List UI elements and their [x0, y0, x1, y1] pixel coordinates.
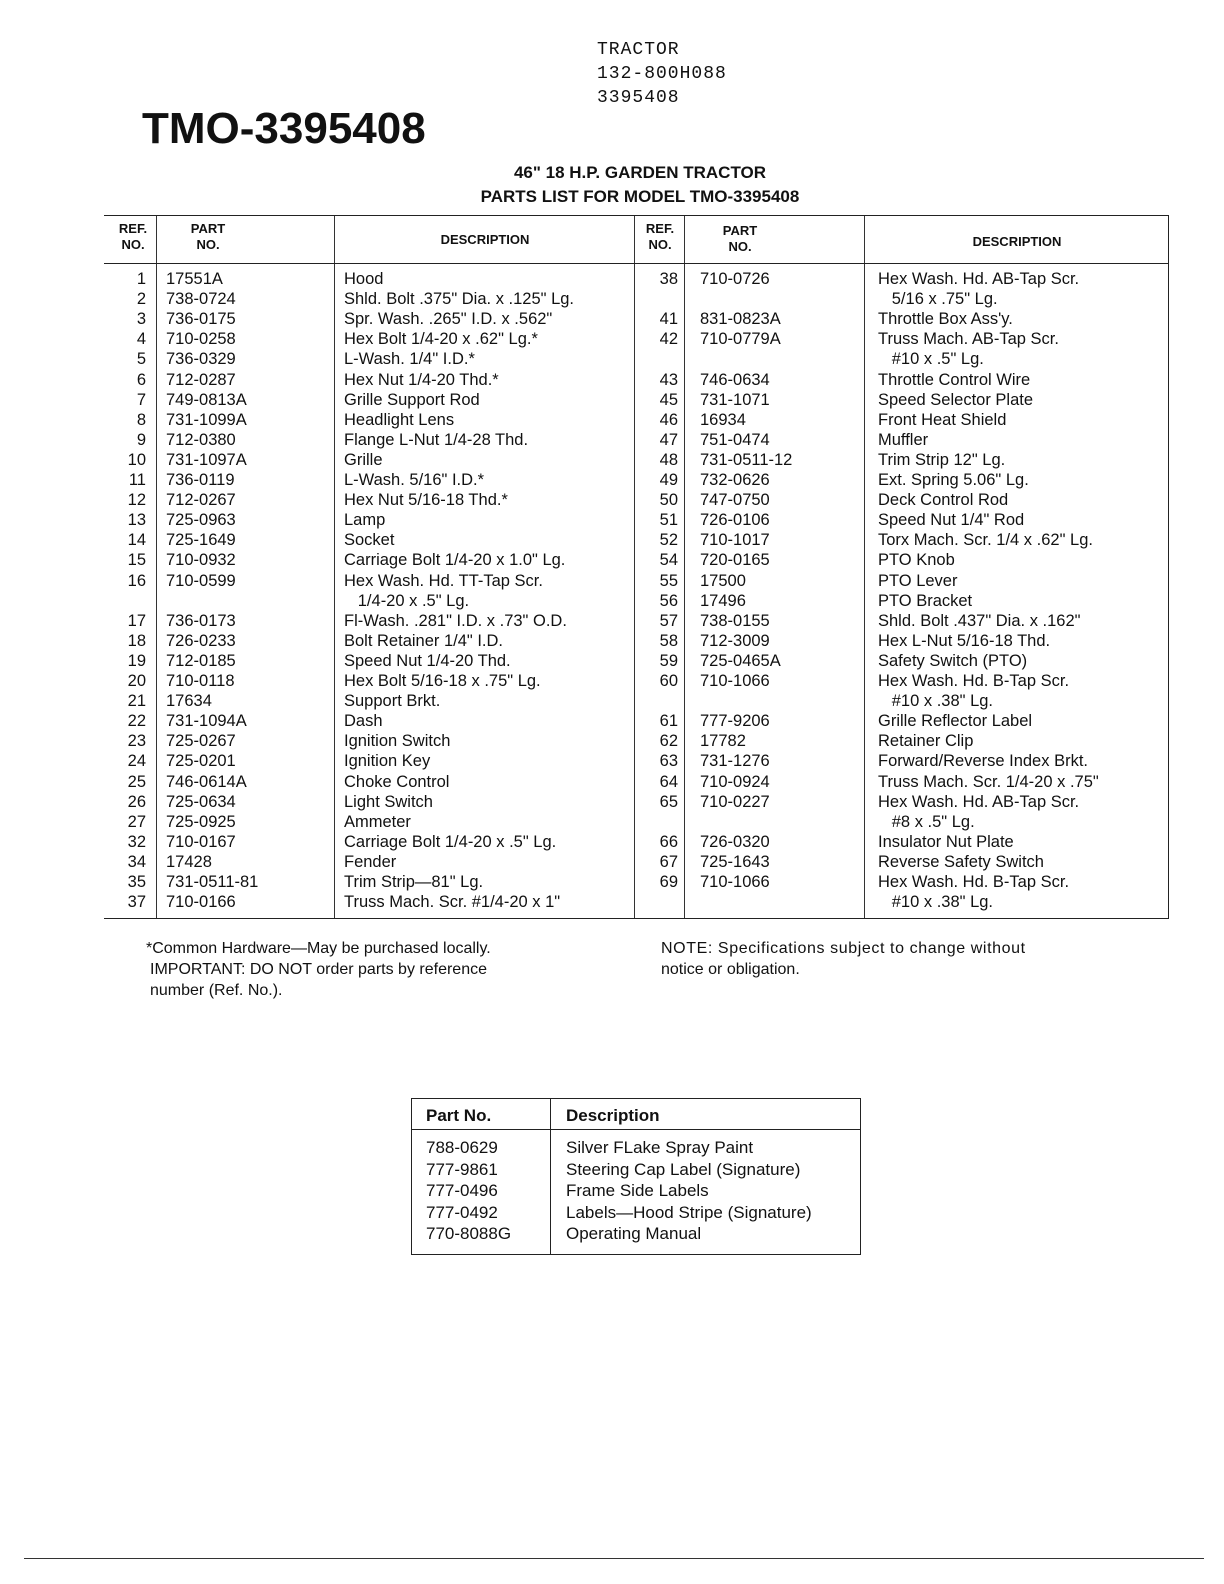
part-description: Ammeter [344, 812, 411, 831]
part-no: 736-0175 [166, 310, 236, 329]
ref-no: 56 [659, 591, 678, 610]
ref-no: 52 [659, 531, 678, 550]
ref-no: 17 [127, 611, 146, 630]
part-no: 725-0963 [166, 511, 236, 530]
part-description: Grille [344, 450, 383, 469]
part-description: Throttle Box Ass'y. [878, 310, 1013, 329]
ref-no: 20 [127, 672, 146, 690]
part-no: 731-1094A [166, 712, 247, 731]
column-divider [634, 216, 635, 918]
part-no: 738-0155 [700, 611, 770, 630]
ref-no: 6 [136, 370, 146, 389]
ref-no: 15 [127, 551, 146, 570]
parts-table [104, 215, 1169, 919]
ref-no: 9 [136, 430, 146, 449]
column-divider [550, 1099, 551, 1254]
part-no: 710-0167 [166, 832, 236, 851]
part-description: Safety Switch (PTO) [878, 651, 1028, 670]
ref-no: 22 [127, 712, 146, 731]
part-no: 710-0118 [166, 672, 235, 690]
part-description: Fender [344, 852, 397, 871]
note-line: notice or obligation. [661, 961, 800, 978]
part-no: 712-0287 [166, 370, 236, 389]
ref-no: 27 [127, 812, 146, 831]
page-subtitle: 46" 18 H.P. GARDEN TRACTOR [513, 163, 767, 182]
part-no: 736-0173 [166, 611, 236, 630]
page-bottom-rule [24, 1558, 1204, 1559]
column-divider [156, 216, 157, 918]
part-no: 710-0726 [700, 270, 770, 288]
part-no: 731-0511-12 [700, 450, 793, 469]
ref-no: 43 [659, 370, 678, 389]
header-text: NO. [196, 237, 220, 252]
part-description: Socket [344, 531, 395, 550]
header-divider [104, 263, 1168, 264]
ref-no: 19 [127, 651, 146, 670]
column-divider [334, 216, 335, 918]
part-description: Forward/Reverse Index Brkt. [878, 752, 1088, 771]
ref-no: 23 [127, 732, 146, 751]
ref-no: 1 [136, 270, 146, 288]
ref-no: 14 [127, 531, 146, 550]
part-description: Shld. Bolt .375" Dia. x .125" Lg. [344, 290, 575, 309]
part-no: 736-0329 [166, 350, 236, 369]
part-description: Hex Nut 5/16-18 Thd.* [344, 491, 508, 510]
part-description: Speed Nut 1/4" Rod [878, 511, 1025, 530]
typed-line: 132-800H088 [597, 64, 727, 84]
part-description: Carriage Bolt 1/4-20 x 1.0" Lg. [344, 551, 566, 570]
part-description: Light Switch [344, 792, 433, 811]
ref-no: 25 [127, 772, 146, 791]
part-description: Choke Control [344, 772, 450, 791]
part-description: Truss Mach. AB-Tap Scr. [878, 330, 1059, 349]
part-description: Ignition Switch [344, 732, 451, 751]
part-description: Fl-Wash. .281" I.D. x .73" O.D. [344, 611, 567, 630]
part-description: #8 x .5" Lg. [878, 812, 975, 831]
ref-no: 8 [136, 410, 146, 429]
part-no-header [700, 223, 780, 255]
part-description: Grille Reflector Label [878, 712, 1033, 731]
part-description: Insulator Nut Plate [878, 832, 1014, 851]
header-text: REF. [118, 221, 148, 236]
part-no-header [168, 221, 248, 253]
part-no: 725-0925 [166, 812, 236, 831]
part-description: Hex Nut 1/4-20 Thd.* [344, 370, 499, 389]
part-no: 17428 [166, 852, 212, 871]
part-no: 731-1071 [700, 390, 770, 409]
part-no: 731-1097A [166, 450, 247, 469]
ref-no: 49 [659, 471, 678, 489]
part-description: Bolt Retainer 1/4" I.D. [344, 631, 504, 650]
part-description: Retainer Clip [878, 732, 974, 751]
ref-no: 67 [659, 852, 678, 871]
part-description: Hood [344, 270, 384, 288]
description-header: DESCRIPTION [972, 234, 1062, 249]
ref-no: 3 [136, 310, 146, 329]
part-description: #10 x .38" Lg. [878, 692, 994, 711]
part-no: 725-1643 [700, 852, 770, 871]
ref-no: 51 [659, 511, 678, 530]
part-no: 710-0932 [166, 551, 236, 570]
ref-no: 58 [659, 631, 678, 650]
part-description: Hex Bolt 1/4-20 x .62" Lg.* [344, 330, 538, 349]
ref-no: 26 [127, 792, 146, 811]
ref-no: 12 [127, 491, 146, 510]
ref-no: 45 [659, 390, 678, 409]
ref-no: 60 [659, 672, 678, 690]
common-hardware-note [146, 938, 491, 1001]
part-description: Reverse Safety Switch [878, 852, 1044, 871]
ref-no: 2 [136, 290, 146, 309]
ref-no: 59 [659, 651, 678, 670]
ref-no: 69 [659, 873, 678, 891]
note-line: *Common Hardware—May be purchased locally. [146, 940, 491, 957]
part-no: 747-0750 [700, 491, 770, 510]
header-text: NO. [121, 237, 145, 252]
extra-part-description: Steering Cap Label (Signature) [566, 1159, 801, 1179]
part-no: 725-1649 [166, 531, 236, 550]
part-no: 725-0267 [166, 732, 236, 751]
ref-no: 21 [127, 692, 146, 711]
ref-no: 24 [127, 752, 146, 771]
part-description: Truss Mach. Scr. #1/4-20 x 1" [344, 893, 561, 912]
ref-no: 42 [659, 330, 678, 349]
extra-part-no: 777-9861 [426, 1159, 498, 1179]
part-no: 710-1017 [700, 531, 770, 550]
part-description: Trim Strip—81" Lg. [344, 873, 484, 891]
part-description: Speed Nut 1/4-20 Thd. [344, 651, 511, 670]
part-description: Shld. Bolt .437" Dia. x .162" [878, 611, 1081, 630]
part-description: Headlight Lens [344, 410, 455, 429]
part-description: Throttle Control Wire [878, 370, 1031, 389]
ref-no: 54 [659, 551, 678, 570]
header-text: NO. [728, 239, 752, 254]
ref-no: 34 [127, 852, 146, 871]
part-no: 725-0201 [166, 752, 236, 771]
part-description: Trim Strip 12" Lg. [878, 450, 1006, 469]
part-no: 712-0380 [166, 430, 236, 449]
part-no: 720-0165 [700, 551, 770, 570]
part-description: Speed Selector Plate [878, 390, 1034, 409]
part-no: 17551A [166, 270, 223, 288]
ref-no: 46 [659, 410, 678, 429]
part-description: 1/4-20 x .5" Lg. [344, 591, 470, 610]
ref-no: 65 [659, 792, 678, 811]
ref-no: 37 [127, 893, 146, 912]
part-no: 17496 [700, 591, 746, 610]
ref-no: 62 [659, 732, 678, 751]
ref-no-header [110, 221, 156, 253]
part-description: Ignition Key [344, 752, 431, 771]
ref-no: 66 [659, 832, 678, 851]
part-description: Truss Mach. Scr. 1/4-20 x .75" [878, 772, 1099, 791]
ref-no-header [636, 221, 684, 253]
part-no: 738-0724 [166, 290, 236, 309]
note-line: NOTE: Specifications subject to change without [661, 940, 1026, 957]
part-description: L-Wash. 1/4" I.D.* [344, 350, 475, 369]
part-no: 831-0823A [700, 310, 781, 329]
part-no: 725-0465A [700, 651, 781, 670]
ref-no: 10 [127, 450, 146, 469]
ref-no: 61 [659, 712, 678, 731]
note-line: IMPORTANT: DO NOT order parts by reference [150, 961, 487, 978]
part-no: 710-1066 [700, 873, 770, 891]
part-description: Hex L-Nut 5/16-18 Thd. [878, 631, 1051, 650]
header-text: REF. [645, 221, 675, 236]
ref-no: 11 [128, 471, 146, 489]
extra-parts-table [411, 1098, 861, 1255]
part-no: 726-0233 [166, 631, 236, 650]
part-description: Carriage Bolt 1/4-20 x .5" Lg. [344, 832, 557, 851]
ref-no: 13 [127, 511, 146, 530]
part-description: Front Heat Shield [878, 410, 1007, 429]
part-description: Hex Wash. Hd. B-Tap Scr. [878, 873, 1070, 891]
note-line: number (Ref. No.). [150, 982, 283, 999]
part-no: 731-0511-81 [166, 873, 259, 891]
part-no: 777-9206 [700, 712, 770, 731]
part-description: Hex Wash. Hd. AB-Tap Scr. [878, 792, 1080, 811]
part-description: Spr. Wash. .265" I.D. x .562" [344, 310, 553, 329]
part-description: PTO Lever [878, 571, 958, 590]
part-no: 17782 [700, 732, 746, 751]
part-description: Dash [344, 712, 383, 731]
extra-part-no: 777-0496 [426, 1181, 498, 1201]
ref-no: 38 [659, 270, 678, 288]
extra-part-description: Labels—Hood Stripe (Signature) [566, 1202, 812, 1222]
part-no: 17634 [166, 692, 212, 711]
part-no: 732-0626 [700, 471, 770, 489]
part-no: 731-1276 [700, 752, 770, 771]
ref-no: 4 [136, 330, 146, 349]
part-description: Hex Wash. Hd. AB-Tap Scr. [878, 270, 1080, 288]
part-no: 710-0599 [166, 571, 236, 590]
part-no: 710-0258 [166, 330, 236, 349]
part-no: 17500 [700, 571, 746, 590]
ref-no: 64 [659, 772, 678, 791]
ref-no: 32 [127, 832, 146, 851]
typed-line: 3395408 [597, 88, 680, 108]
ref-no: 57 [659, 611, 678, 630]
column-divider [684, 216, 685, 918]
part-no: 746-0614A [166, 772, 247, 791]
ref-no: 50 [659, 491, 678, 510]
typed-line: TRACTOR [597, 40, 680, 60]
part-no: 710-1066 [700, 672, 770, 690]
part-no: 726-0320 [700, 832, 770, 851]
ref-no: 16 [127, 571, 146, 590]
header-divider [412, 1129, 860, 1130]
part-no: 731-1099A [166, 410, 247, 429]
ref-no: 55 [659, 571, 678, 590]
ref-no: 18 [127, 631, 146, 650]
extra-part-no: 788-0629 [426, 1138, 498, 1157]
part-no: 712-0185 [166, 651, 236, 670]
ref-no: 41 [659, 310, 678, 329]
extra-part-no: 777-0492 [426, 1202, 498, 1222]
part-description: PTO Bracket [878, 591, 973, 610]
header-text: PART [722, 223, 758, 238]
ref-no: 5 [136, 350, 146, 369]
part-no-header: Part No. [426, 1106, 492, 1125]
ref-no: 7 [136, 390, 146, 409]
part-description: Torx Mach. Scr. 1/4 x .62" Lg. [878, 531, 1093, 550]
part-description: #10 x .5" Lg. [878, 350, 984, 369]
part-description: Support Brkt. [344, 692, 441, 711]
part-description: Muffler [878, 430, 929, 449]
ref-no: 35 [127, 873, 146, 891]
specifications-note [661, 938, 1026, 980]
model-title: TMO-3395408 [142, 104, 426, 153]
description-header: Description [566, 1106, 660, 1125]
part-description: Ext. Spring 5.06" Lg. [878, 471, 1029, 489]
parts-list-title: PARTS LIST FOR MODEL TMO-3395408 [480, 187, 800, 206]
header-text: NO. [648, 237, 672, 252]
ref-no: 63 [659, 752, 678, 771]
part-description: Deck Control Rod [878, 491, 1009, 510]
part-no: 712-0267 [166, 491, 236, 510]
extra-part-description: Operating Manual [566, 1224, 702, 1244]
part-description: Hex Wash. Hd. TT-Tap Scr. [344, 571, 543, 590]
part-no: 16934 [700, 410, 746, 429]
part-description: Hex Bolt 5/16-18 x .75" Lg. [344, 672, 541, 690]
extra-part-description: Silver FLake Spray Paint [566, 1138, 754, 1157]
part-description: Lamp [344, 511, 386, 530]
part-no: 712-3009 [700, 631, 770, 650]
part-no: 710-0924 [700, 772, 770, 791]
part-no: 726-0106 [700, 511, 770, 530]
part-no: 710-0779A [700, 330, 781, 349]
part-description: L-Wash. 5/16" I.D.* [344, 471, 485, 489]
part-no: 710-0227 [700, 792, 770, 811]
extra-part-no: 770-8088G [426, 1224, 512, 1244]
part-description: #10 x .38" Lg. [878, 893, 994, 912]
part-description: Flange L-Nut 1/4-28 Thd. [344, 430, 529, 449]
part-no: 746-0634 [700, 370, 770, 389]
part-no: 749-0813A [166, 390, 247, 409]
part-no: 710-0166 [166, 893, 236, 912]
part-description: Hex Wash. Hd. B-Tap Scr. [878, 672, 1070, 690]
ref-no: 47 [659, 430, 678, 449]
column-divider [864, 216, 865, 918]
ref-no: 48 [659, 450, 678, 469]
part-no: 751-0474 [700, 430, 770, 449]
extra-part-description: Frame Side Labels [566, 1181, 709, 1201]
typed-header [597, 38, 727, 110]
part-description: Grille Support Rod [344, 390, 480, 409]
part-description: 5/16 x .75" Lg. [878, 290, 998, 309]
description-header: DESCRIPTION [440, 232, 530, 247]
part-no: 725-0634 [166, 792, 236, 811]
part-description: PTO Knob [878, 551, 955, 570]
part-no: 736-0119 [166, 471, 235, 489]
header-text: PART [190, 221, 226, 236]
